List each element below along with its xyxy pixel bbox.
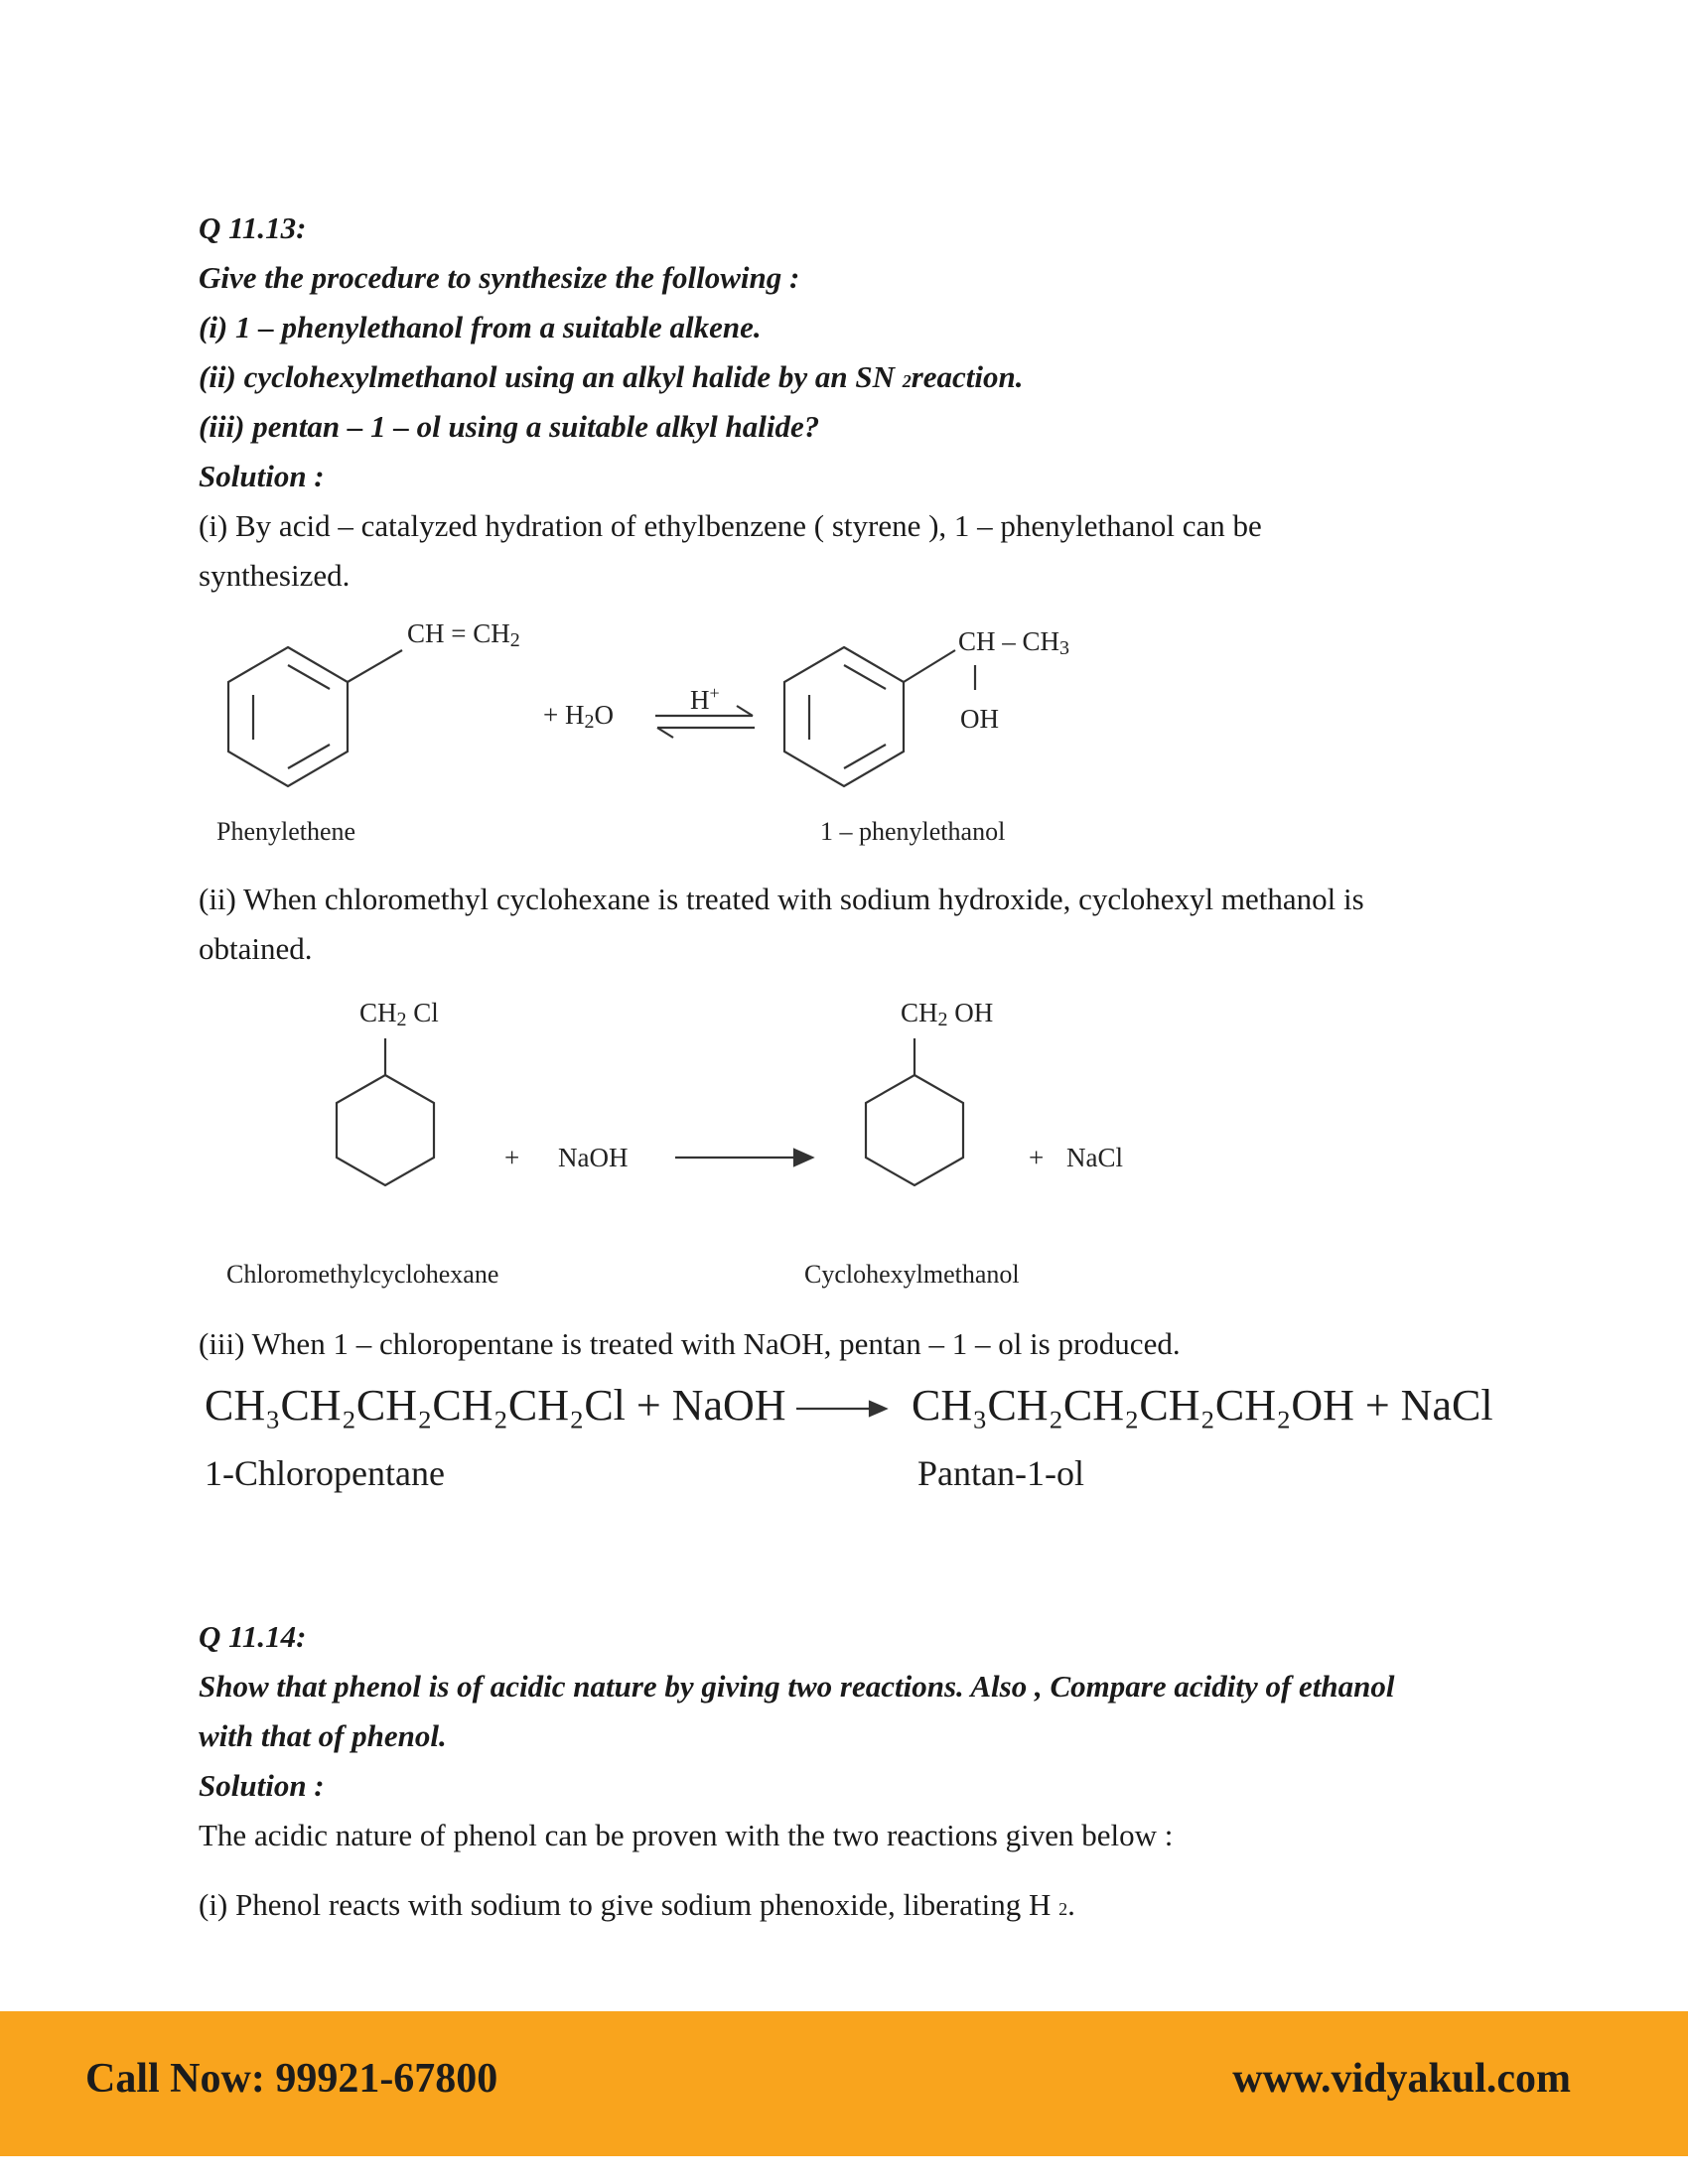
chloromethylcyclohexane-caption: Chloromethylcyclohexane [226,1260,499,1289]
q1-sol2-line1: (ii) When chloromethyl cyclohexane is treated with sodium hydroxide, cyclohexyl methanol is [199,882,1364,916]
q1-part-2-pre: (ii) cyclohexylmethanol using an alkyl halide by an SN [199,359,895,394]
q1-part-2-post: reaction. [911,359,1024,394]
water-post: O [594,700,614,730]
q2-prompt-line1: Show that phenol is of acidic nature by giving two reactions. Also , Compare acidity of ethanol [199,1669,1395,1704]
hydroxymethyl-oh: OH [947,998,994,1027]
q2-sol1-post: . [1067,1887,1075,1922]
q2-sol1-pre: (i) Phenol reacts with sodium to give sodium phenoxide, liberating H [199,1887,1052,1922]
q1-part-1: (i) 1 – phenylethanol from a suitable alkene. [199,310,762,344]
catalyst-sup: + [709,683,720,703]
q1-sol2-line2: obtained. [199,931,313,966]
cyclohexane-reactant [337,1075,434,1185]
cyclohexane-product [866,1075,963,1185]
q1-part-3: (iii) pentan – 1 – ol using a suitable alkyl halide? [199,409,820,444]
styrene-vinyl-text: CH = CH [407,618,510,648]
q2-sol1-sub: 2 [1058,1899,1068,1919]
product-side-chain [958,625,1069,664]
styrene-vinyl-group [407,617,520,656]
hydroxymethyl-group [901,997,993,1035]
q2-number: Q 11.14: [199,1619,307,1654]
phenylethene-caption: Phenylethene [216,817,356,846]
plus-sign-1: + [504,1143,520,1172]
q1-prompt: Give the procedure to synthesize the following : [199,260,800,295]
chloromethyl-cl: Cl [406,998,439,1027]
water-reagent [543,699,614,738]
catalyst-text: H [690,685,710,715]
benzene-ring-reactant [228,647,348,786]
chloromethyl-sub: 2 [396,1009,407,1030]
website-link[interactable]: www.vidyakul.com [1232,2056,1571,2102]
phenylethanol-caption: 1 – phenylethanol [820,817,1006,846]
q2-solution-label: Solution : [199,1768,325,1803]
nacl-byproduct: NaCl [1066,1143,1123,1172]
q2-prompt-line2: with that of phenol. [199,1718,447,1753]
chloropentane-caption: 1-Chloropentane [205,1453,445,1493]
q1-number: Q 11.13: [199,210,307,245]
hydroxymethyl-sub: 2 [937,1009,948,1030]
pentanol-caption: Pantan-1-ol [917,1453,1084,1493]
product-side-chain-text: CH – CH [958,626,1060,656]
q1-sol3-line: (iii) When 1 – chloropentane is treated with NaOH, pentan – 1 – ol is produced. [199,1326,1181,1361]
water-sub: 2 [584,711,595,733]
call-now-text[interactable]: Call Now: 99921-67800 [85,2056,498,2102]
product-oh: OH [960,704,999,734]
q1-part-2-sub: 2 [902,371,912,391]
chloromethyl-group [359,997,439,1035]
acid-catalyst [690,677,720,716]
q2-sol-intro: The acidic nature of phenol can be proven with the two reactions given below : [199,1818,1174,1852]
hydroxymethyl-ch: CH [901,998,938,1027]
naoh-reagent: NaOH [558,1143,629,1172]
q1-sol1-line2: synthesized. [199,558,351,593]
product-side-chain-sub: 3 [1059,637,1070,659]
footer-banner [0,2011,1688,2156]
plus-sign-2: + [1029,1143,1045,1172]
chloromethyl-ch: CH [359,998,397,1027]
cyclohexylmethanol-caption: Cyclohexylmethanol [804,1260,1020,1289]
q2-sol1 [199,1883,1075,1931]
vinyl-bond [348,650,402,682]
q1-sol1-line1: (i) By acid – catalyzed hydration of ethylbenzene ( styrene ), 1 – phenylethanol can be [199,508,1262,543]
water-pre: + H [543,700,585,730]
pentane-equation-rhs: CH₃CH₂CH₂CH₂CH₂OH + NaCl [912,1381,1493,1430]
side-chain-bond [904,650,955,682]
pentane-equation-lhs: CH₃CH₂CH₂CH₂CH₂Cl + NaOH [205,1381,786,1430]
styrene-vinyl-sub: 2 [509,629,520,651]
benzene-ring-product [784,647,904,786]
q1-solution-label: Solution : [199,459,325,493]
